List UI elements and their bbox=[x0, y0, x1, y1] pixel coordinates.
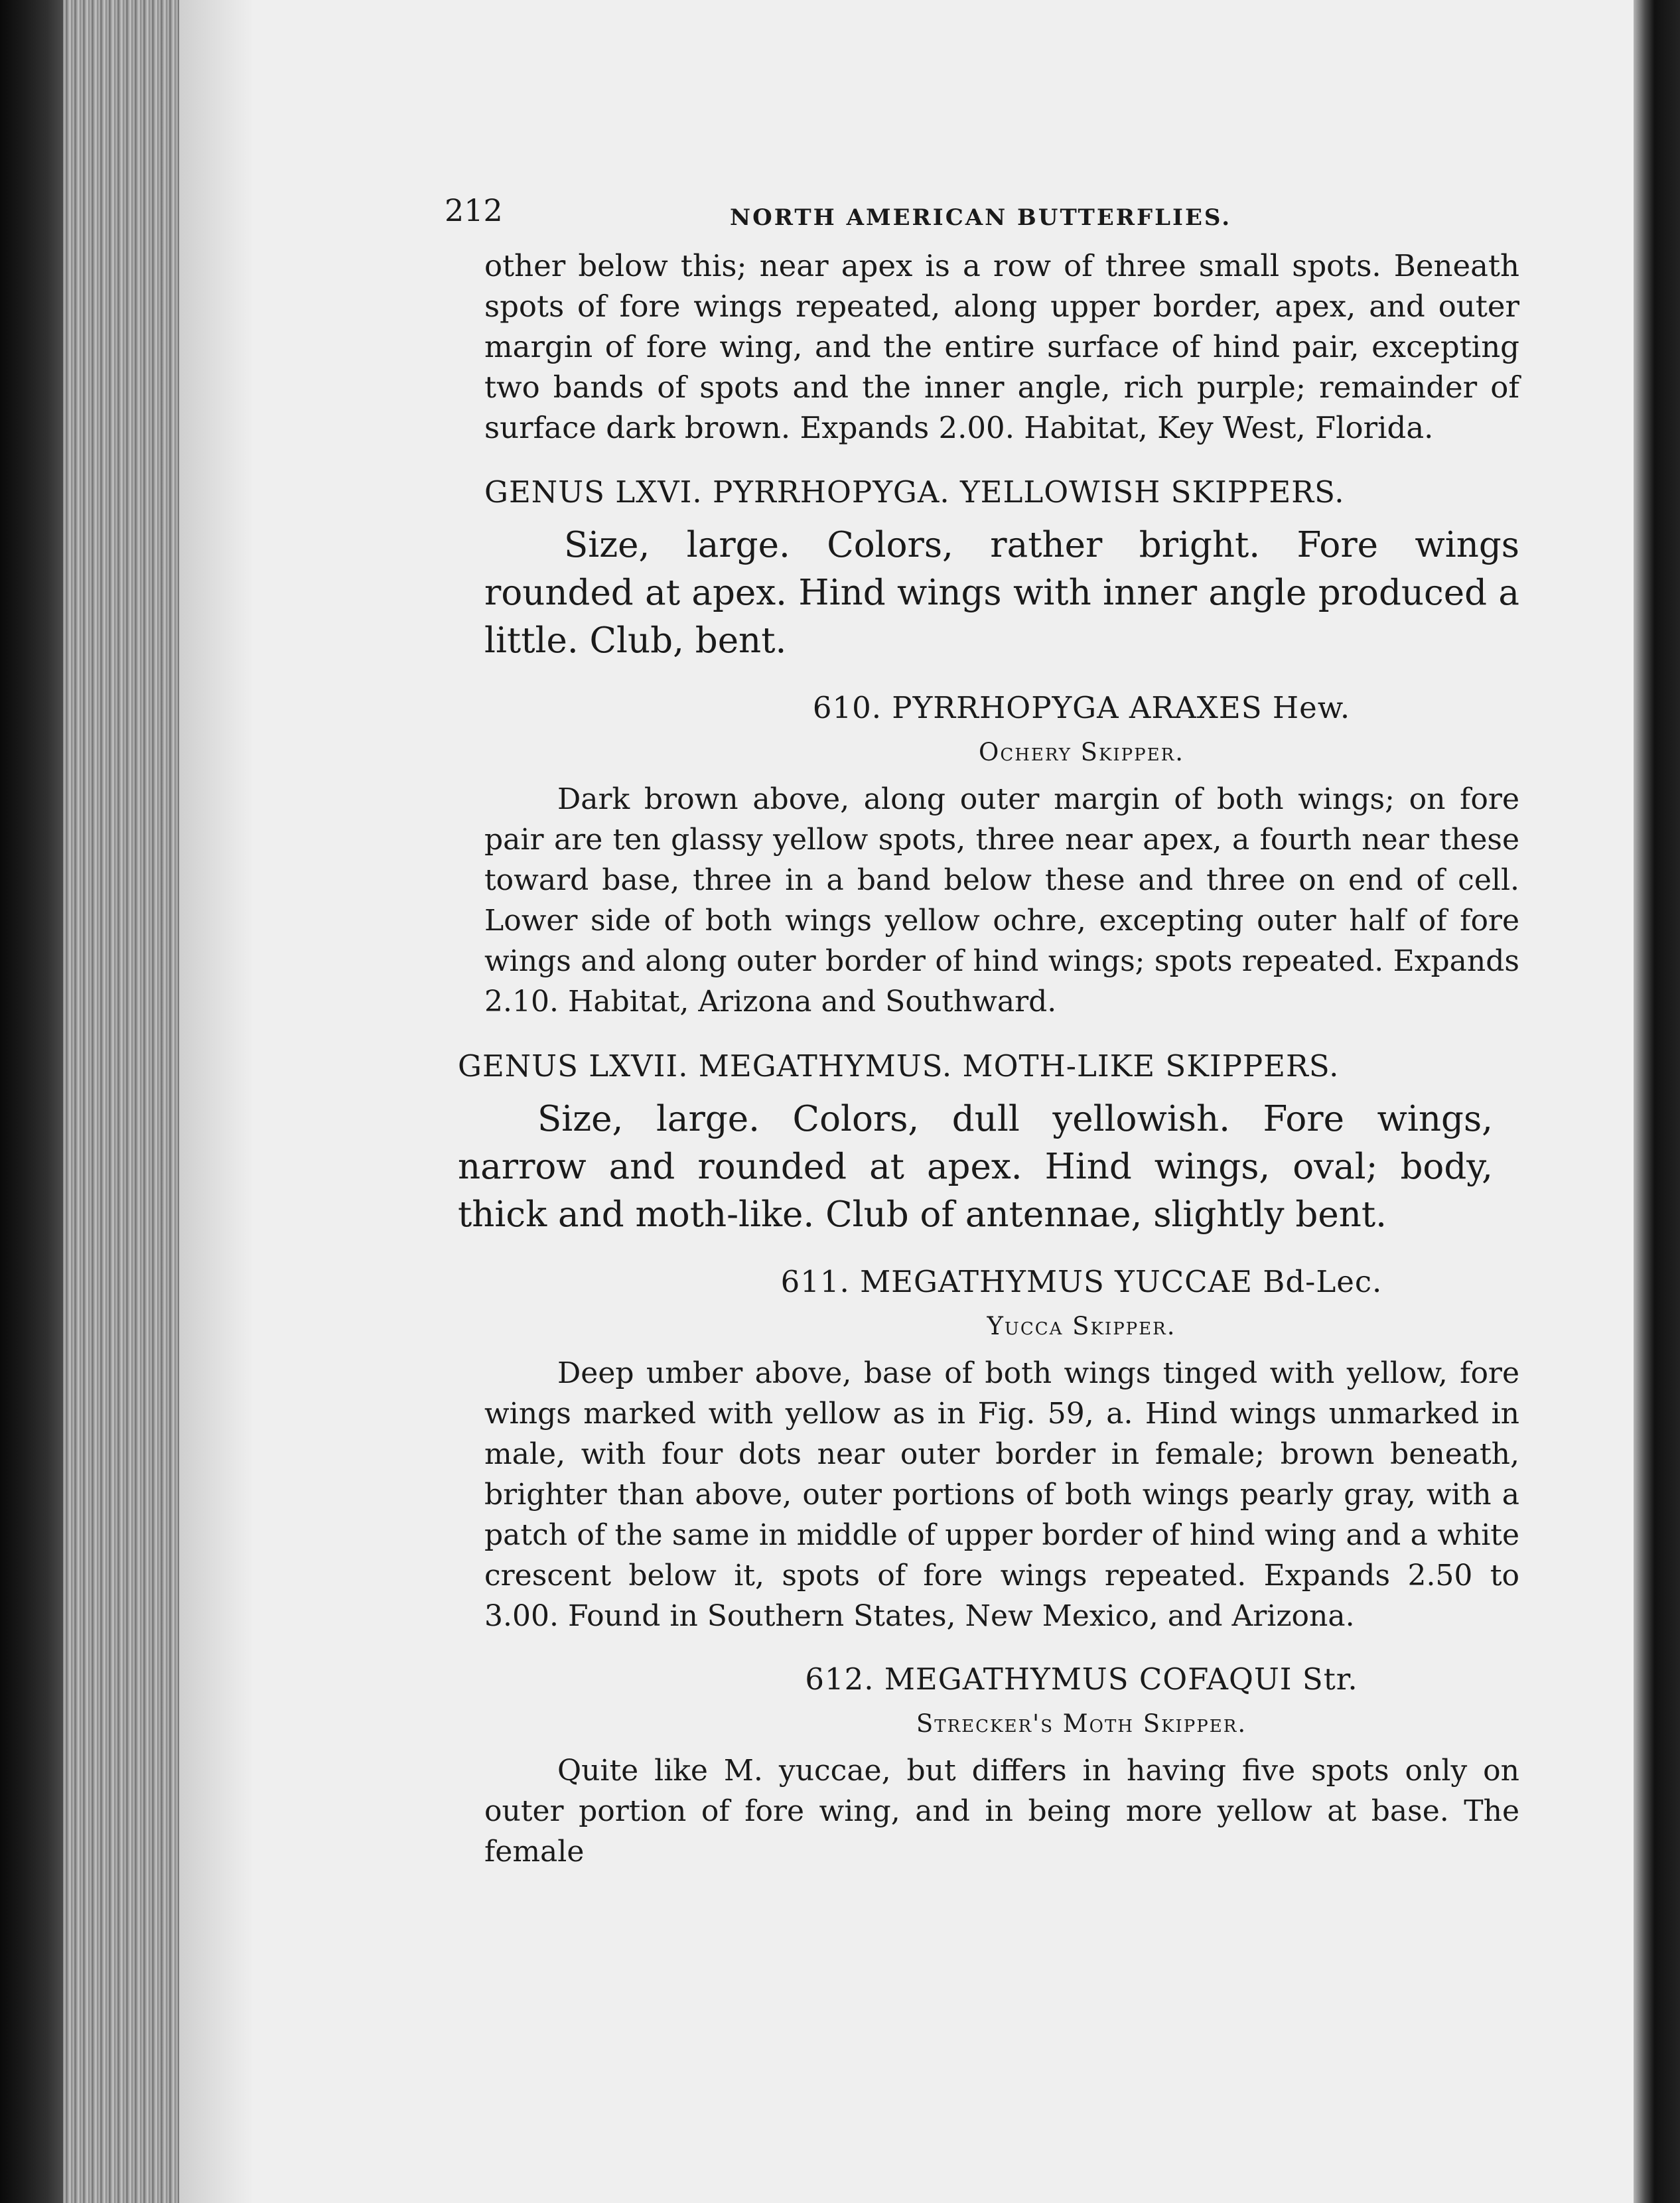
species-description-610: Dark brown above, along outer margin of both wings; on fore pair are ten glassy yellow spots, three near apex, a fourth near these toward base, three in a band below these and three on end of cell. Lower side of both wings yellow ochre, excepting outer half of fore wings and along outer border of hind wings; spots repeated. Expands 2.10. Habitat, Arizona and Southward. bbox=[484, 782, 1519, 1019]
species-heading-611: 611. MEGATHYMUS YUCCAE Bd-Lec. bbox=[780, 1264, 1383, 1299]
species-heading-610: 610. PYRRHOPYGA ARAXES Hew. bbox=[812, 690, 1351, 725]
species-heading-612: 612. MEGATHYMUS COFAQUI Str. bbox=[805, 1662, 1358, 1697]
common-name-611: Yucca Skipper. bbox=[987, 1312, 1176, 1340]
running-title: NORTH AMERICAN BUTTERFLIES. bbox=[730, 204, 1232, 231]
book-binding bbox=[0, 0, 63, 2203]
page-edges bbox=[63, 0, 179, 2203]
genus-heading-lxvii: GENUS LXVII. MEGATHYMUS. MOTH-LIKE SKIPPERS. bbox=[458, 1048, 1340, 1084]
right-page-edge bbox=[1634, 0, 1680, 2203]
running-head bbox=[445, 186, 1680, 246]
genus-heading-lxvi: GENUS LXVI. PYRRHOPYGA. YELLOWISH SKIPPERS. bbox=[484, 474, 1345, 510]
genus-description-lxvii: Size, large. Colors, dull yellowish. Fore wings, narrow and rounded at apex. Hind wings, oval; body, thick and moth-like. Club of antennae, slightly bent. bbox=[458, 1099, 1493, 1235]
species-description-611: Deep umber above, base of both wings tinged with yellow, fore wings marked with yellow as in Fig. 59, a. Hind wings unmarked in male, with four dots near outer border in female; brown beneath, brighter than above, outer portions of both wings pearly gray, with a patch of the same in middle of upper border of hind wing and a white crescent below it, spots of fore wings repeated. Expands 2.50 to 3.00. Found in Southern States, New Mexico, and Arizona. bbox=[484, 1356, 1519, 1633]
page-content bbox=[445, 186, 1680, 1872]
species-description-612: Quite like M. yuccae, but differs in having five spots only on outer portion of fore wing, and in being more yellow at base. The female bbox=[484, 1754, 1519, 1869]
common-name-612: Strecker's Moth Skipper. bbox=[916, 1709, 1247, 1738]
continuation-paragraph: other below this; near apex is a row of three small spots. Beneath spots of fore wings repeated, along upper border, apex, and outer margin of fore wing, and the entire surface of hind pair, excepting two bands of spots and the inner angle, rich purple; remainder of surface dark brown. Expands 2.00. Habitat, Key West, Florida. bbox=[484, 248, 1519, 445]
genus-description-lxvi: Size, large. Colors, rather bright. Fore wings rounded at apex. Hind wings with inner angle produced a little. Club, bent. bbox=[484, 525, 1519, 661]
page-number: 212 bbox=[445, 192, 503, 228]
page-gutter bbox=[179, 0, 252, 2203]
book-page bbox=[252, 0, 1634, 2203]
common-name-610: Ochery Skipper. bbox=[979, 738, 1184, 766]
